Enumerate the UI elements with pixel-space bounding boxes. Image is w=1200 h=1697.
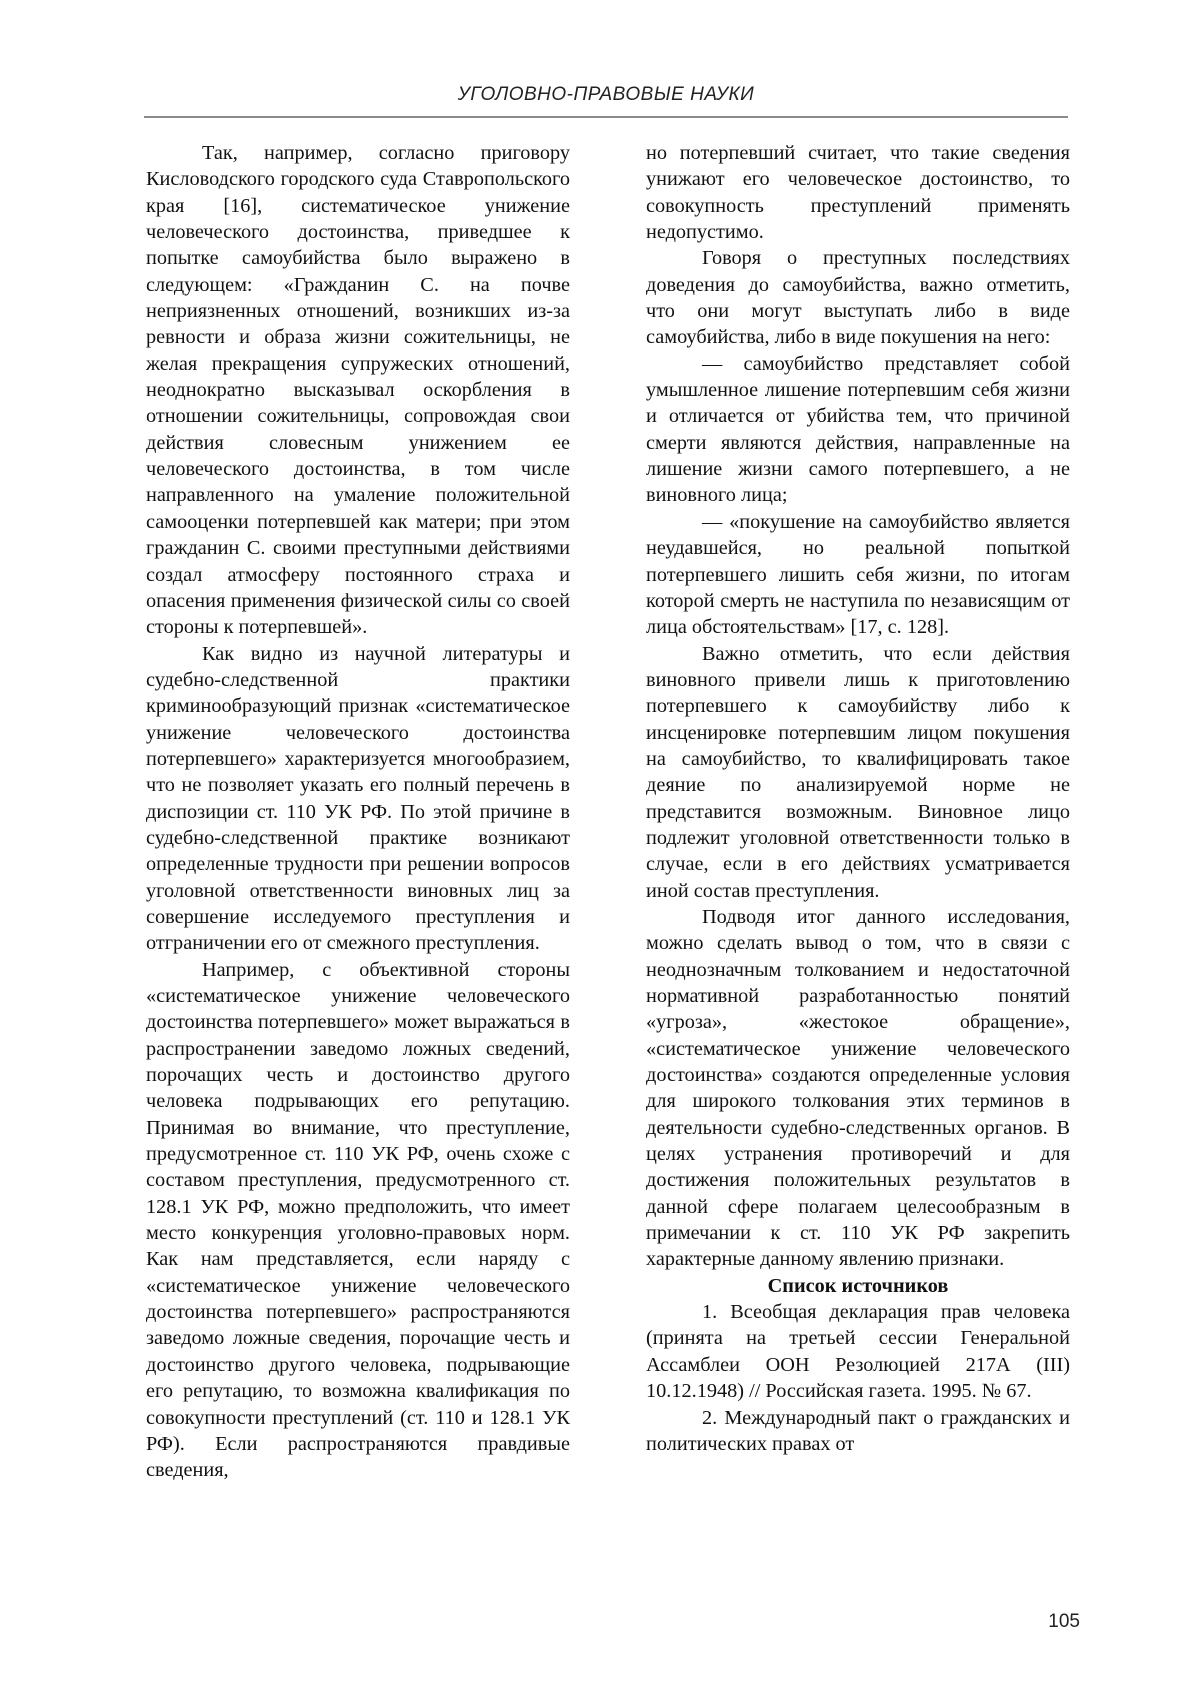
running-title: УГОЛОВНО-ПРАВОВЫЕ НАУКИ [457, 84, 755, 105]
paragraph: Как видно из научной литературы и судебно-следственной практики криминообразующий признак «систематическое унижение человеческого достоинства потерпевшего» характеризуется многообразием, что не позволяет указать его полный перечень в диспозиции ст. 110 УК РФ. По этой причине в судебно-следственной практике возникают определенные трудности при решении вопросов уголовной ответственности виновных лиц за совершение исследуемого преступления и отграничении его от смежного преступления. [146, 642, 570, 955]
paragraph: Говоря о преступных последствиях доведения до самоубийства, важно отметить, что они могут выступать либо в виде самоубийства, либо в виде покушения на него: [646, 247, 1070, 349]
list-item: — «покушение на самоубийство является неудавшейся, но реальной попыткой потерпевшего лишить себя жизни, по итогам которой смерть не наступила по независящим от лица обстоятельствам» [17, с. 128]. [646, 510, 1070, 639]
source-item: 2. Международный пакт о гражданских и политических правах от [646, 1406, 1070, 1455]
source-item: 1. Всеобщая декларация прав человека (принята на третьей сессии Генеральной Ассамблеи ООН Резолюцией 217А (III) 10.12.1948) // Российская газета. 1995. № 67. [646, 1301, 1070, 1403]
page-number: 105 [1048, 1611, 1080, 1632]
paragraph: Подводя итог данного исследования, можно сделать вывод о том, что в связи с неоднозначным толкованием и недостаточной нормативной разработанностью понятий «угроза», «жестокое обращение», «систематическое унижение человеческого достоинства» создаются определенные условия для широкого толкования этих терминов в деятельности судебно-следственных органов. В целях устранения противоречий и для достижения положительных результатов в данной сфере полагаем целесообразным в примечании к ст. 110 УК РФ закрепить характерные данному явлению признаки. [646, 905, 1070, 1271]
paragraph: Важно отметить, что если действия виновного привели лишь к приготовлению потерпевшего к самоубийству либо к инсценировке потерпевшим лицом покушения на самоубийство, то квалифицировать такое деяние по анализируемой норме не представится возможным. Виновное лицо подлежит уголовной ответственности только в случае, если в его действиях усматривается иной состав преступления. [646, 642, 1070, 902]
sources-heading: Список источников [767, 1274, 949, 1297]
paragraph: но потерпевший считает, что такие сведения унижают его человеческое достоинство, то совокупность преступлений применять недопустимо. [646, 142, 1070, 244]
header-rule [144, 116, 1068, 118]
right-column [646, 140, 1070, 1457]
paragraph: Так, например, согласно приговору Кисловодского городского суда Ставропольского края [16], систематическое унижение человеческого достоинства, приведшее к попытке самоубийства было выражено в следующем: «Гражданин С. на почве неприязненных отношений, возникших из-за ревности и образа жизни сожительницы, не желая прекращения супружеских отношений, неоднократно высказывал оскорбления в отношении сожительницы, сопровождая свои действия словесным унижением ее человеческого достоинства, в том числе направленного на умаление положительной самооценки потерпевшей как матери; при этом гражданин С. своими преступными действиями создал атмосферу постоянного страха и опасения применения физической силы со своей стороны к потерпевшей». [146, 142, 570, 639]
paragraph: Например, с объективной стороны «систематическое унижение человеческого достоинства потерпевшего» может выражаться в распространении заведомо ложных сведений, порочащих честь и достоинство другого человека подрывающих его репутацию. Принимая во внимание, что преступление, предусмотренное ст. 110 УК РФ, очень схоже с составом преступления, предусмотренного ст. 128.1 УК РФ, можно предположить, что имеет место конкуренция уголовно-правовых норм. Как нам представляется, если наряду с «систематическое унижение человеческого достоинства потерпевшего» распространяются заведомо ложные сведения, порочащие честь и достоинство другого человека, подрывающие его репутацию, то возможна квалификация по совокупности преступлений (ст. 110 и 128.1 УК РФ). Если распространяются правдивые сведения, [146, 958, 570, 1482]
left-column [146, 140, 570, 1484]
list-item: — самоубийство представляет собой умышленное лишение потерпевшим себя жизни и отличается от убийства тем, что причиной смерти являются действия, направленные на лишение жизни самого потерпевшего, а не виновного лица; [646, 352, 1070, 507]
